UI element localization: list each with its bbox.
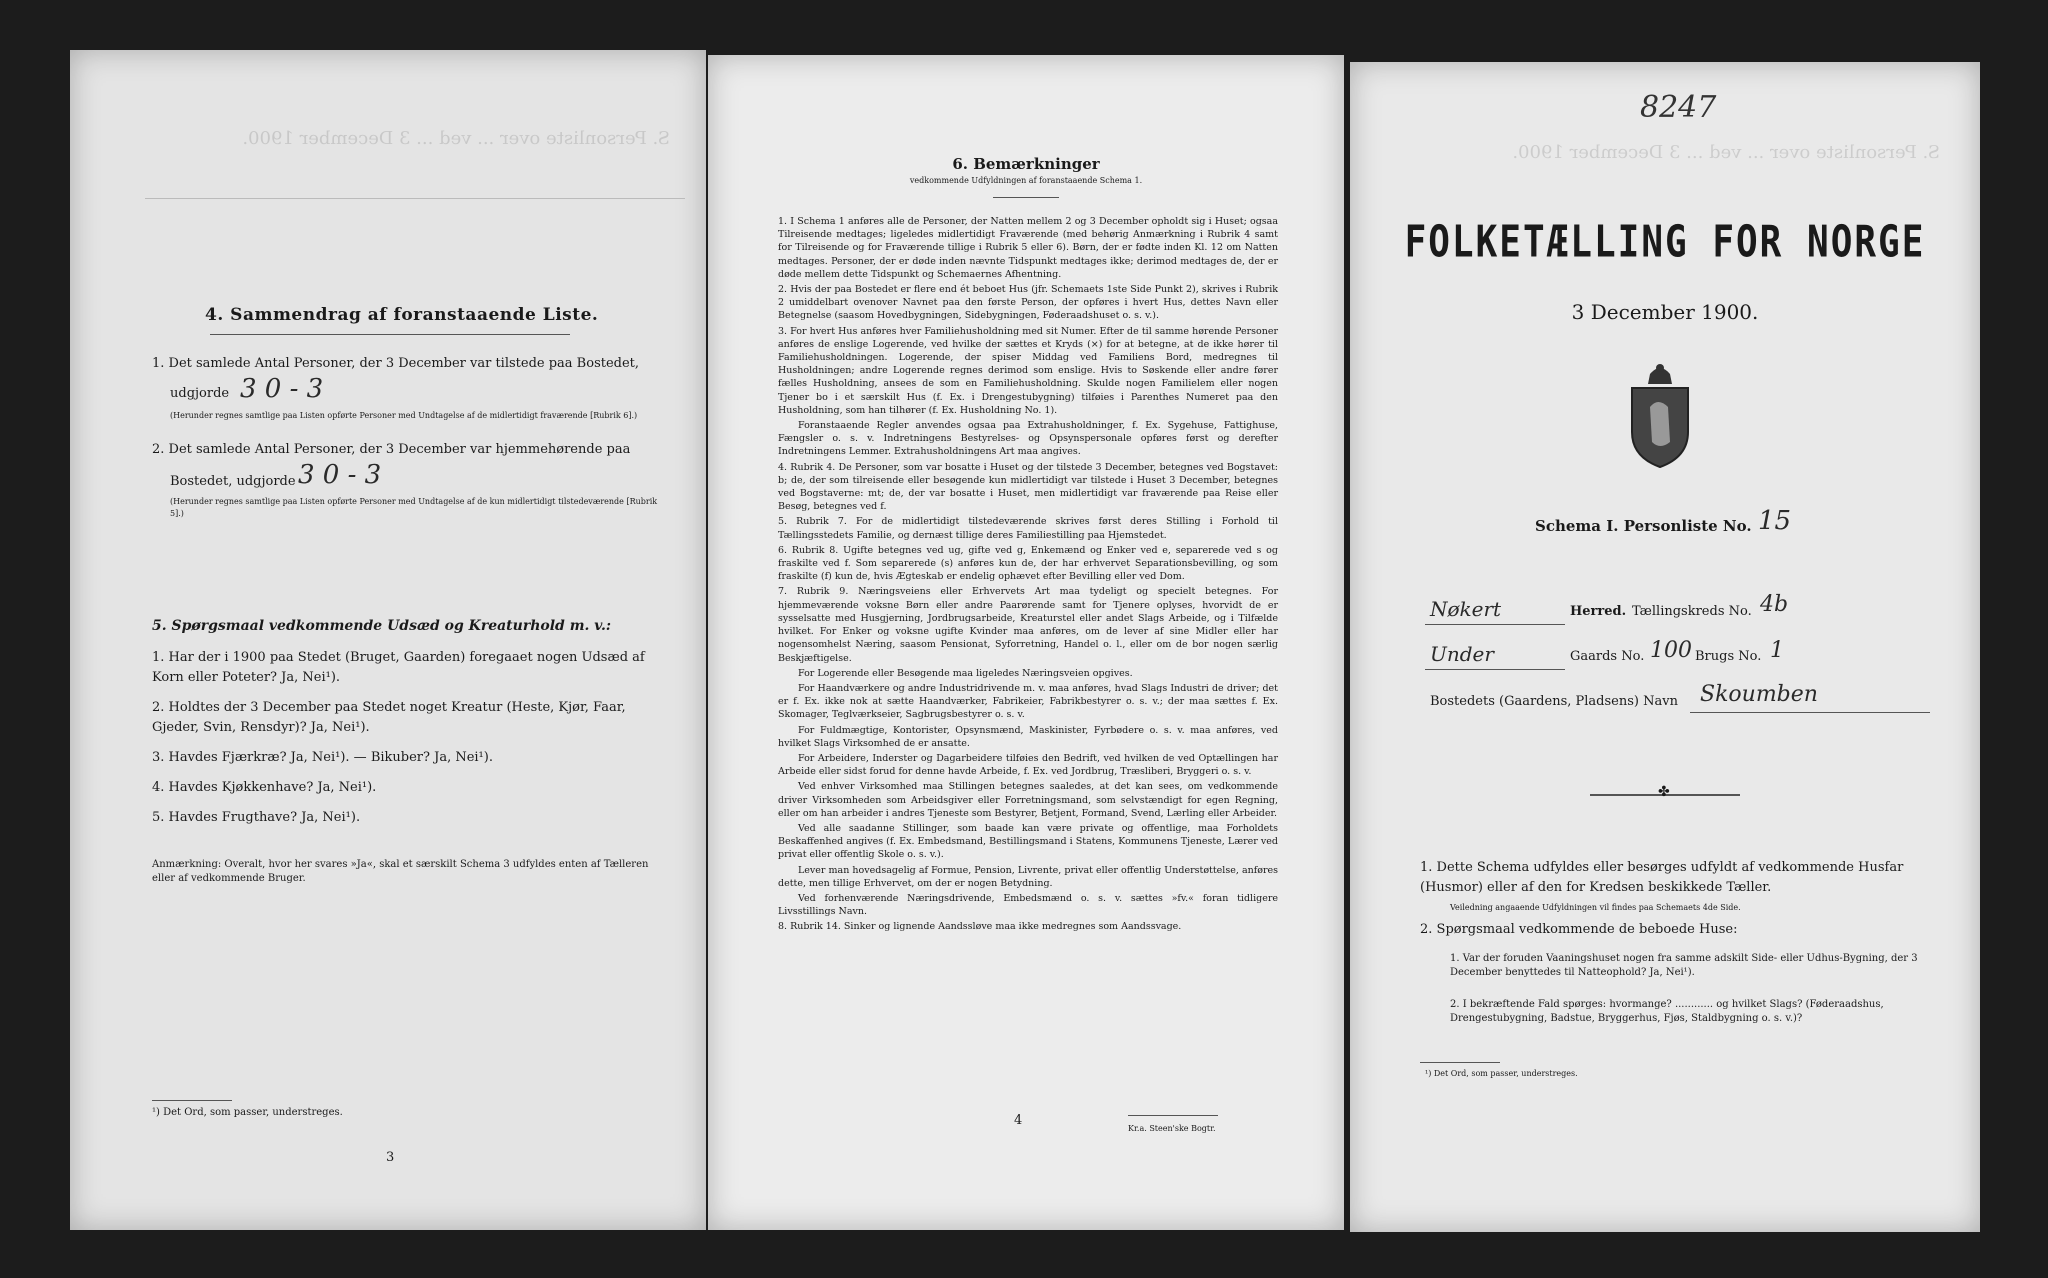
page-middle (708, 55, 1344, 1230)
kreds-value: 4b (1760, 592, 1789, 617)
page-left (70, 50, 706, 1230)
page-right (1350, 62, 1980, 1232)
printer-mark: Kr.a. Steen'ske Bogtr. (1128, 1124, 1216, 1133)
herred-line (1425, 624, 1565, 625)
question-4: 4. Havdes Kjøkkenhave? Ja, Nei¹). (152, 780, 377, 795)
footnote: ¹) Det Ord, som passer, understreges. (152, 1107, 343, 1118)
question-3: 3. Havdes Fjærkræ? Ja, Nei¹). — Bikuber? Ja, Nei¹). (152, 750, 493, 765)
q1-text: 1. Det samlede Antal Personer, der 3 December var tilstede paa Bostedet, (152, 356, 640, 371)
herred-value: Nøkert (1430, 597, 1502, 621)
remark-7h: Lever man hovedsagelig af Formue, Pension, Livrente, privat eller offentlig Understøttelse, anføres dette, men tillige Erhvervet, om der er nogen Betydning. (778, 864, 1278, 889)
footnote-rule (152, 1100, 232, 1101)
gaards-value: 100 (1650, 638, 1692, 663)
schema-label: Schema I. Personliste No. (1535, 517, 1752, 535)
instruction-2-q1: 1. Var der foruden Vaaningshuset nogen fra samme adskilt Side- eller Udhus-Bygning, der 3 December benyttedes til Natteophold? Ja, Nei¹). (1450, 953, 1918, 978)
q1-udgjorde-label: udgjorde (170, 386, 230, 401)
remark-7: 7. Rubrik 9. Næringsveiens eller Erhvervets Art maa tydeligt og specielt betegnes. For hjemmeværende voksne Børn eller andre Paarørende samt for Tjenere oplyses, hvorvidt de er sysselsatte med Husgjerning, Jordbrugsarbeide, Kreaturstel eller andet Slags Arbeide, og i Tilfælde hvilket. For Enker og voksne ugifte Kvinder maa anføres, om de lever af sine Midler eller har nogensomhelst Næring, saasom Pensionat, Syforretning, Handel o. l., eller om de bor nogen særlig Beskjæftigelse. (778, 586, 1278, 664)
page-number: 4 (1014, 1113, 1023, 1128)
remark-7e: For Arbeidere, Inderster og Dagarbeidere tilføies den Bedrift, ved hvilken de ved Optællingen har Arbeide eller sidst forud for denne havde Arbeide, f. Ex. ved Jordbrug, Træsliberi, Bryggeri o. s. v. (778, 752, 1278, 778)
census-date: 3 December 1900. (1571, 300, 1759, 324)
bosted-label: Bostedets (Gaardens, Pladsens) Navn (1430, 694, 1678, 709)
bosted-line (1690, 712, 1930, 713)
bleed-through-header: S. Personliste over ... ved ... 3 December 1900. (242, 128, 670, 149)
handwritten-archive-number: 8247 (1640, 90, 1717, 125)
remarks-subtitle: vedkommende Udfyldningen af foranstaaende Schema 1. (909, 176, 1143, 185)
title-rule (993, 197, 1059, 198)
remark-3: 3. For hvert Hus anføres hver Familiehusholdning med sit Numer. Efter de til samme hørende Personer anføres de enslige Logerende, ved hvilke der sættes et Kryds (×) for at betegne, at de ikke hører til Familiehusholdningen. Logerende, der spiser Middag ved Familiens Bord, medregnes til Husholdningen; andre Logerende regnes derimod som enslige. Hvis to Søskende eller andre fører fælles Husholdning, ansees de som en Familiehusholdning. Skulde nogen Familielem eller nogen Tjener bo i et særskilt Hus (f. Ex. i Drengestubygning) tilføies i Parenthes Numeret paa den Husholdning, som han tilhører (f. Ex. Husholdning No. 1). (778, 325, 1278, 416)
remark-8: 8. Rubrik 14. Sinker og lignende Aandssløve maa ikke medregnes som Aandssvage. (778, 921, 1182, 933)
remarks-title: 6. Bemærkninger (952, 155, 1100, 173)
bleed-through-header: S. Personliste over ... ved ... 3 December 1900. (1512, 142, 1940, 163)
title-underline (210, 334, 570, 335)
remark-2: 2. Hvis der paa Bostedet er flere end ét beboet Hus (jfr. Schemaets 1ste Side Punkt 2), skrives i Rubrik 2 umiddelbart ovenover Navnet paa den første Person, der opføres i hvert Hus, dettes Navn eller Betegnelse (saasom Hovedbygningen, Sidebygningen, Føderaadshuset o. s. v.). (778, 284, 1278, 322)
footnote-rule (1420, 1062, 1500, 1063)
remark-7d: For Fuldmægtige, Kontorister, Opsynsmænd, Maskinister, Fyrbødere o. s. v. maa anføres, ved hvilket Slags Virksomhed de er ansatte. (778, 724, 1278, 749)
q2-handwritten-value: 3 0 - 3 (298, 460, 382, 490)
gaards-label: Gaards No. (1570, 649, 1645, 664)
brugs-value: 1 (1770, 638, 1784, 663)
remark-7b: For Logerende eller Besøgende maa ligeledes Næringsveien opgives. (798, 667, 1133, 679)
remark-7c: For Haandværkere og andre Industridrivende m. v. maa anføres, hvad Slags Industri de driver; det er f. Ex. ikke nok at sætte Haandværker, Fabrikeier, Fabrikbestyrer o. s. v.; der maa sættes f. Ex. Skomager, Teglværkseier, Sagbrugsbestyrer o. s. v. (778, 682, 1278, 721)
section-4-title: 4. Sammendrag af foranstaaende Liste. (205, 305, 599, 325)
remarks-list (778, 215, 1278, 936)
brugs-label: Brugs No. (1695, 649, 1762, 664)
question-2: 2. Holdtes der 3 December paa Stedet noget Kreatur (Heste, Kjør, Faar, Gjeder, Svin, Rensdyr)? Ja, Nei¹). (152, 700, 626, 735)
remark-7i: Ved forhenværende Næringsdrivende, Embedsmænd o. s. v. sættes »fv.« foran tidligere Livsstillings Navn. (778, 892, 1278, 918)
remark-1: 1. I Schema 1 anføres alle de Personer, der Natten mellem 2 og 3 December opholdt sig i Huset; ogsaa Tilreisende medtages; ligeledes midlertidigt Fraværende (med behørig Anmærkning i Rubrik 4 samt for Tilreisende og for Fraværende tillige i Rubrik 5 eller 6). Børn, der er fødte inden Kl. 12 om Natten medtages. Personer, der er døde inden nævnte Tidspunkt medtages ikke; derimod medtages de, der er døde mellem dette Tidspunkt og Schemaernes Afhentning. (778, 216, 1278, 280)
gaard-line (1425, 669, 1565, 670)
instruction-2-q2: 2. I bekræftende Fald spørges: hvormange? ............ og hvilket Slags? (Føderaadshus, Drengestubygning, Badstue, Bryggerhus, Fjøs, Staldbygning o. s. v.)? (1450, 999, 1884, 1024)
instruction-1: 1. Dette Schema udfyldes eller besørges udfyldt af vedkommende Husfar (Husmor) eller af den for Kredsen beskikkede Tæller. (1420, 860, 1904, 895)
q1-note: (Herunder regnes samtlige paa Listen opførte Personer med Undtagelse af de midlertidigt fraværende [Rubrik 6].) (170, 411, 638, 420)
remark-7f: Ved enhver Virksomhed maa Stillingen betegnes saaledes, at det kan sees, om vedkommende driver Virksomheden som Arbeidsgiver eller Forretningsmand, som selvstændigt for egen Regning, eller om han arbeider i andres Tjeneste som Bestyrer, Betjent, Formand, Svend, Lærling eller Arbeider. (778, 781, 1278, 819)
main-title: FOLKETÆLLING FOR NORGE (1404, 217, 1926, 268)
remark-4: 4. Rubrik 4. De Personer, som var bosatte i Huset og der tilstede 3 December, betegnes ved Bogstavet: b; de, der som tilreisende eller besøgende kun midlertidigt var tilstede i Huset 3 December, betegnes ved Bogstaverne: mt; de, der var bosatte i Huset, men midlertidigt var fraværende paa Reise eller Besøg, betegnes ved f. (778, 461, 1278, 513)
norway-coat-of-arms-icon (1620, 362, 1700, 472)
bosted-value: Skoumben (1700, 682, 1818, 707)
q2-text: 2. Det samlede Antal Personer, der 3 December var hjemmehørende paa (152, 442, 631, 457)
herred-label: Herred. (1570, 604, 1627, 619)
q1-handwritten-value: 3 0 - 3 (240, 374, 324, 404)
page-number: 3 (386, 1150, 395, 1165)
anmerkning-note: Anmærkning: Overalt, hvor her svares »Ja«, skal et særskilt Schema 3 udfyldes enten af Tælleren eller af vedkommende Bruger. (152, 859, 649, 884)
gaard-value: Under (1430, 642, 1494, 666)
schema-value: 15 (1758, 506, 1792, 536)
question-5: 5. Havdes Frugthave? Ja, Nei¹). (152, 810, 361, 825)
remark-6: 6. Rubrik 8. Ugifte betegnes ved ug, gifte ved g, Enkemænd og Enker ved e, separerede ved s og fraskilte ved f. Som separerede (s) anføres kun de, der har erhvervet Separationsbevilling, og som fraskilte (f) kun de, hvis Ægteskab er endelig ophævet efter Bevilling eller ved Dom. (778, 544, 1278, 583)
instruction-2: 2. Spørgsmaal vedkommende de beboede Huse: (1420, 922, 1738, 937)
printer-rule (1128, 1115, 1218, 1116)
faint-table-rule (145, 198, 685, 199)
remark-7g: Ved alle saadanne Stillinger, som baade kan være private og offentlige, maa Forholdets Beskaffenhed angives (f. Ex. Embedsmand, Bestillingsmand i Statens, Kommunens Tjeneste, Lærer ved privat eller offentlig Skole o. s. v.). (778, 822, 1278, 861)
question-1: 1. Har der i 1900 paa Stedet (Bruget, Gaarden) foregaaet nogen Udsæd af Korn eller Poteter? Ja, Nei¹). (152, 650, 645, 685)
section-5-title: 5. Spørgsmaal vedkommende Udsæd og Kreaturhold m. v.: (152, 618, 612, 634)
kreds-label: Tællingskreds No. (1632, 604, 1752, 619)
remark-3b: Foranstaaende Regler anvendes ogsaa paa Extrahusholdninger, f. Ex. Sygehuse, Fattighuse, Fængsler o. s. v. Indretningens Bestyrelses- og Opsynspersonale opføres først og derefter Indretningens Lemmer. Extrahusholdningens Art maa angives. (778, 420, 1278, 458)
remark-5: 5. Rubrik 7. For de midlertidigt tilstedeværende skrives først deres Stilling i Forhold til Tællingsstedets Familie, og dernæst tillige deres Familiestilling paa Hjemstedet. (778, 516, 1278, 541)
footnote: ¹) Det Ord, som passer, understreges. (1425, 1069, 1578, 1078)
instruction-1-note: Veiledning angaaende Udfyldningen vil findes paa Schemaets 4de Side. (1450, 903, 1741, 912)
q2-note: (Herunder regnes samtlige paa Listen opførte Personer med Undtagelse af de kun midlertidigt tilstedeværende [Rubrik 5].) (170, 497, 658, 518)
q2-bostedet-label: Bostedet, udgjorde (170, 474, 296, 489)
ornament-icon: ✤ (1658, 784, 1670, 800)
